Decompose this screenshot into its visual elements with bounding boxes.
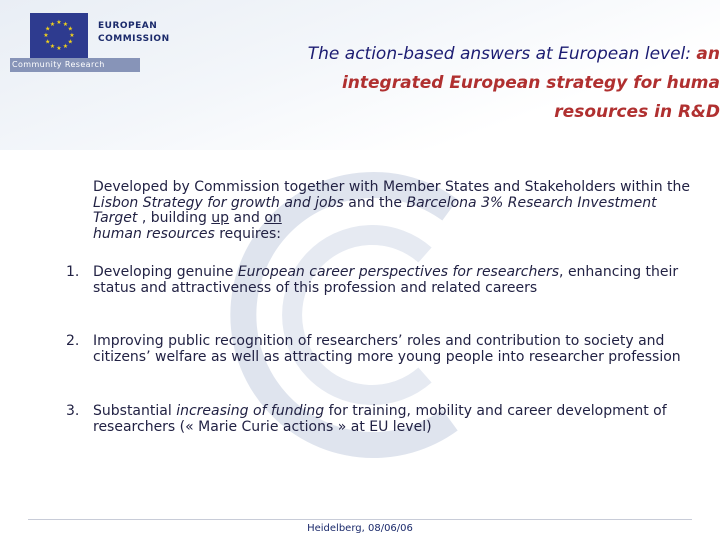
footer-divider: [28, 519, 692, 520]
department-label: Community Research: [12, 60, 105, 69]
list-item-text-after: for training, mobility and career development of researchers (« Marie Curie actions » at EU level): [93, 403, 667, 435]
intro-up: up: [211, 210, 230, 226]
list-item-number: 3.: [66, 403, 80, 419]
org-name-line2: COMMISSION: [98, 34, 170, 44]
list-item-emphasis: increasing of funding: [176, 403, 325, 419]
list-item-emphasis: European career perspectives for researchers: [237, 264, 560, 280]
intro-text-3: and the: [343, 194, 407, 211]
list-item-text: [93, 404, 683, 435]
svg-text:★: ★: [45, 25, 51, 33]
svg-text:★: ★: [49, 43, 56, 51]
title-line-1-text: The action-based answers at European level:: [307, 44, 697, 64]
svg-text:★: ★: [49, 20, 56, 28]
intro-text-1: Developed by Commission together with Member States and Stakeholders within the: [93, 179, 690, 195]
svg-text:★: ★: [67, 25, 73, 33]
list-item-text: [93, 334, 683, 365]
svg-text:★: ★: [69, 32, 75, 39]
intro-text-10: requires:: [214, 225, 281, 242]
svg-text:★: ★: [45, 38, 51, 46]
intro-human-resources: human resources: [93, 225, 215, 242]
list-item-number: 2.: [66, 333, 80, 349]
svg-text:★: ★: [62, 43, 69, 51]
intro-barcelona: Barcelona 3% Research Investment Target: [93, 194, 657, 226]
list-item-text-after: of researchers’ roles and contribution to society and citizens’ welfare as well as attracting more young people into researcher profession: [93, 333, 681, 365]
list-item-number: 1.: [66, 264, 80, 280]
intro-text-5: , building: [137, 210, 212, 226]
intro-paragraph: [93, 180, 693, 242]
title-line-3: resources in R&D: [554, 102, 720, 122]
org-name-line1: EUROPEAN: [98, 21, 158, 31]
svg-text:★: ★: [56, 19, 62, 26]
list-item-emphasis: public recognition: [168, 333, 294, 349]
intro-text-7: and: [229, 210, 265, 226]
svg-text:★: ★: [62, 20, 69, 28]
list-item-text: [93, 265, 683, 296]
svg-text:★: ★: [43, 32, 49, 39]
list-item-text-before: Developing genuine: [93, 264, 238, 280]
list-item-text-before: Improving: [93, 333, 169, 349]
intro-lisbon: Lisbon Strategy for growth and jobs: [93, 194, 344, 211]
list-item-text-before: Substantial: [93, 403, 177, 419]
title-line-2: integrated European strategy for huma: [341, 73, 720, 93]
list-item-text-after: , enhancing their status and attractiveness of this profession and related careers: [93, 264, 679, 296]
footer-text: Heidelberg, 08/06/06: [307, 523, 413, 534]
svg-text:★: ★: [67, 38, 73, 46]
svg-text:★: ★: [56, 45, 62, 52]
title-line-1-highlight: an: [696, 44, 720, 64]
intro-on: on: [264, 210, 282, 226]
